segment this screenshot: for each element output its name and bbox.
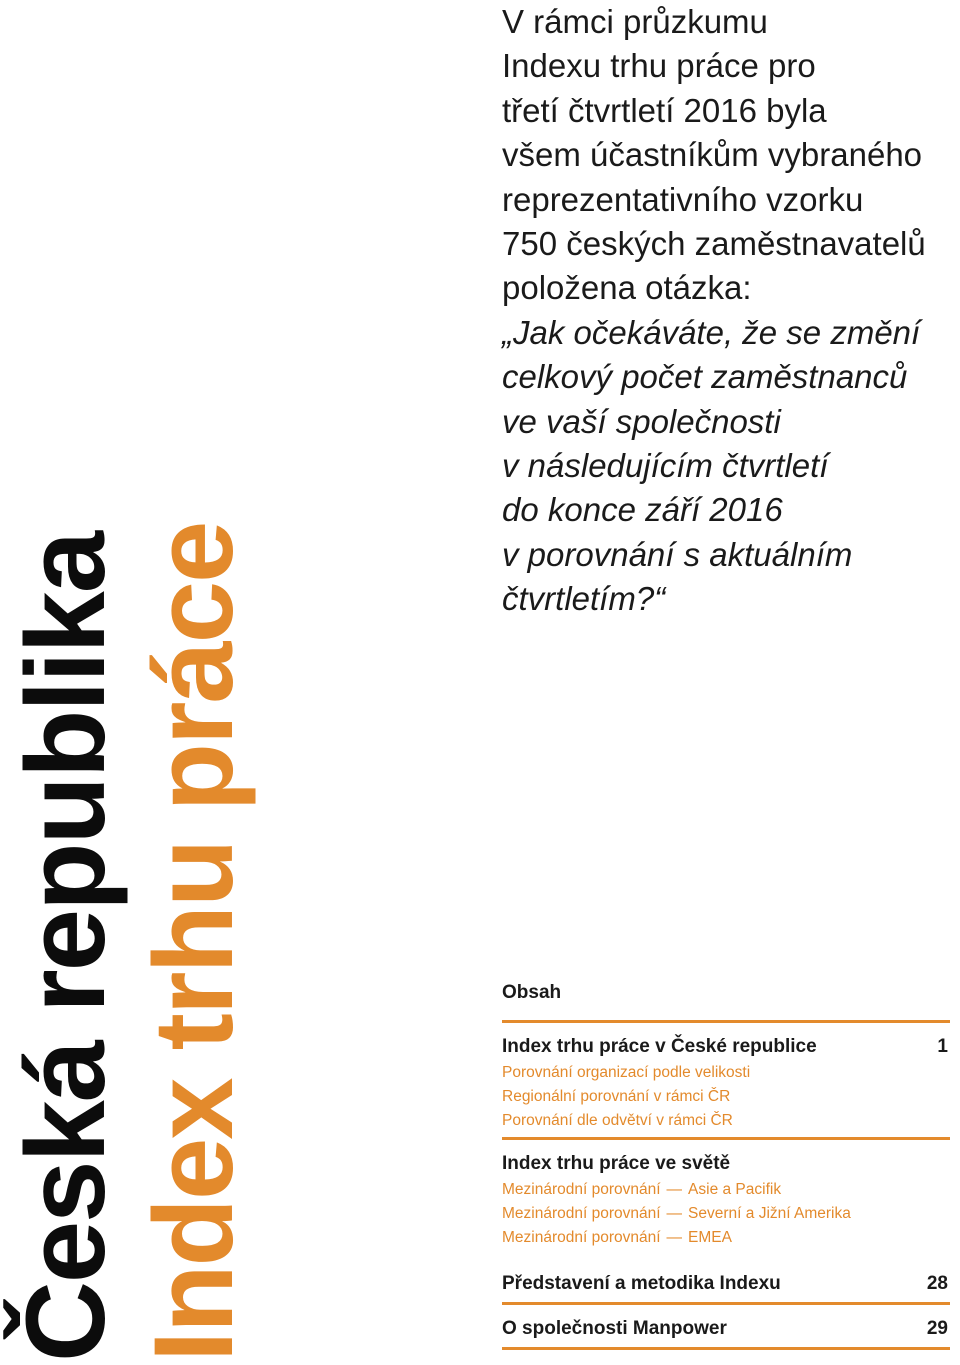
toc-section-title[interactable]: Index trhu práce ve světě: [502, 1153, 731, 1174]
toc-subitem[interactable]: Porovnání dle odvětví v rámci ČR: [502, 1112, 733, 1129]
toc-subitem[interactable]: Mezinárodní porovnání — EMEA: [502, 1229, 732, 1246]
toc-subitem[interactable]: Regionální porovnání v rámci ČR: [502, 1088, 731, 1105]
vertical-title-country: Česká republika: [3, 532, 128, 1362]
intro-line: 750 českých zaměstnavatelů: [502, 225, 926, 263]
table-of-contents: [502, 978, 950, 1350]
toc-section-title[interactable]: Index trhu práce v České republice: [502, 1036, 817, 1057]
intro-line: Indexu trhu práce pro: [502, 47, 816, 85]
question-line: v následujícím čtvrtletí: [502, 447, 829, 485]
toc-subitem[interactable]: Mezinárodní porovnání — Severní a Jižní Amerika: [502, 1205, 851, 1222]
toc-section[interactable]: [502, 1315, 950, 1343]
toc-section[interactable]: [502, 1270, 950, 1298]
toc-section-title[interactable]: O společnosti Manpower: [502, 1318, 727, 1339]
toc-section-title[interactable]: Představení a metodika Indexu: [502, 1273, 781, 1294]
intro-line: všem účastníkům vybraného: [502, 136, 923, 174]
divider: [502, 1347, 950, 1350]
toc-section[interactable]: [502, 1150, 950, 1250]
toc-page-number: 28: [926, 1273, 948, 1294]
divider: [502, 1137, 950, 1140]
intro-line: reprezentativního vzorku: [502, 180, 864, 218]
question-line: „Jak očekáváte, že se změní: [502, 313, 921, 351]
question-line: ve vaší společnosti: [502, 402, 781, 440]
divider: [502, 1302, 950, 1305]
toc-subitem[interactable]: Mezinárodní porovnání — Asie a Pacifik: [502, 1181, 782, 1198]
divider: [502, 1020, 950, 1023]
toc-page-number: 1: [937, 1036, 948, 1057]
toc-page-number: 29: [926, 1318, 948, 1339]
toc-title: Obsah: [502, 982, 562, 1003]
question-line: čtvrtletím?“: [502, 580, 666, 618]
intro-line: V rámci průzkumu: [502, 3, 768, 40]
question-line: v porovnání s aktuálním: [502, 535, 853, 573]
intro-paragraph: [502, 0, 957, 622]
intro-line: položena otázka:: [502, 269, 752, 307]
question-line: celkový počet zaměstnanců: [502, 358, 908, 396]
question-line: do konce září 2016: [502, 491, 783, 529]
vertical-title-publication: Index trhu práce: [131, 522, 256, 1362]
toc-section[interactable]: [502, 1033, 950, 1133]
intro-line: třetí čtvrtletí 2016 byla: [502, 91, 827, 129]
toc-subitem[interactable]: Porovnání organizací podle velikosti: [502, 1064, 751, 1081]
survey-question: [502, 311, 957, 622]
